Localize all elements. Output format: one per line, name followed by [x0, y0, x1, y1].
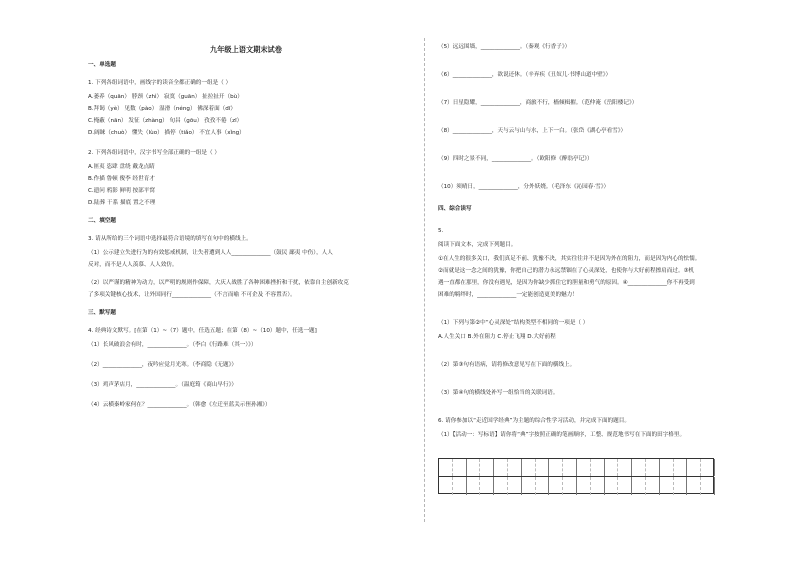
left-line-19: （1）长风破浪会有时，______________。（李白《行路难（其一）》） [88, 342, 257, 348]
right-line-3: （8）______________，天与云与山与水，上下一白。（张岱《湖心亭看雪》） [438, 128, 627, 134]
grid-cell[interactable] [577, 477, 591, 495]
grid-cell[interactable] [687, 459, 701, 476]
grid-cell[interactable] [660, 459, 674, 476]
grid-cell[interactable] [439, 477, 453, 495]
left-line-7: A.匪夷 恣肆 盘绕 戴龙点睛 [88, 164, 155, 170]
right-line-10: ②而就是这一念之间的犹豫，你把自己的潜力永远禁锢在了心灵深处，也使你与大好前程擦肩而过。③机 [438, 268, 695, 274]
left-line-16: 了多项关键核心技术，让外国同行______________（不言而喻 不可企及 不容置否）。 [88, 292, 296, 298]
writing-grid[interactable] [438, 458, 714, 494]
grid-cell[interactable] [605, 459, 619, 476]
grid-cell[interactable] [549, 459, 563, 476]
left-line-17: 三、默写题 [88, 310, 116, 316]
right-line-8: 阅读下面文本，完成下列题目。 [438, 242, 517, 248]
left-line-11: 二、填空题 [88, 218, 116, 224]
grid-cell[interactable] [439, 459, 453, 476]
grid-cell[interactable] [494, 477, 508, 495]
grid-cell[interactable] [522, 459, 536, 476]
grid-cell[interactable] [563, 477, 577, 495]
right-line-11: 遇一直都在那里，你没有遇见，是因为你缺少抓住它的胆量和勇气的原因。④______________你不再受到 [438, 280, 695, 286]
right-line-6: 四、综合读写 [438, 206, 472, 212]
grid-cell[interactable] [536, 477, 550, 495]
grid-cell[interactable] [494, 459, 508, 476]
right-line-5: （10）须晴日，______________，分外妖娆。（毛泽东《沁园春·雪》） [438, 184, 610, 190]
right-line-15: （2）第③句有语病，请将修改意见写在下面的横线上。 [438, 362, 576, 368]
grid-cell[interactable] [632, 459, 646, 476]
grid-cell[interactable] [563, 459, 577, 476]
grid-cell[interactable] [660, 477, 674, 495]
grid-cell[interactable] [618, 477, 632, 495]
right-line-18: （1）【活动一：写标语】请你将“典”字按照正确的笔画顺序，工整、规范地书写在下面的田字格里。 [438, 432, 686, 438]
left-line-10: D.陆葬 干系 描底 置之不理 [88, 200, 156, 206]
grid-cell[interactable] [701, 477, 715, 495]
grid-cell[interactable] [577, 459, 591, 476]
left-line-8: B.作描 鲁顿 俊李 经世育才 [88, 176, 155, 182]
grid-cell[interactable] [646, 477, 660, 495]
left-line-6: 2. 下列各组词语中，汉字书写全部正确的一组是（ ） [88, 150, 220, 156]
left-line-9: C.遗问 鸦影 鲜明 按部平窝 [88, 188, 155, 194]
grid-cell[interactable] [591, 477, 605, 495]
grid-cell[interactable] [508, 459, 522, 476]
left-line-14: 反对，而不是人人羡慕、人人效仿。 [88, 262, 178, 268]
right-line-2: （7）日星隐耀，______________，商旅不行，樯倾楫摧。（范仲淹《岳阳楼记》） [438, 100, 638, 106]
grid-cell[interactable] [467, 459, 481, 476]
left-line-4: C.掩蔽（nān） 发征（zhàng） 旬昌（gōu） 孜孜不倦（zī） [88, 118, 243, 124]
right-line-17: 6. 请你参加以“走近国学经典”为主题的综合性学习活动，并完成下面的题目。 [438, 418, 630, 424]
left-line-2: A.萎养（quān） 脖颈（zhì） 寂寞（guān） 扯拉扯开（bù） [88, 94, 243, 100]
right-line-9: ①在人生的很多关口，我们真足不前、犹豫不决，其实往往并不是因为外在的阻力，而是因为内心的怯懦。 [438, 256, 701, 262]
left-line-13: （1）公示建立失进行为的有效惩戒机制，让失者遭到人人______________（鼓民 鄙夷 中伤），人人 [88, 250, 333, 256]
grid-cell[interactable] [536, 459, 550, 476]
grid-cell[interactable] [453, 459, 467, 476]
left-line-22: （4）云横秦岭家何在？______________。（韩愈《左迁至蓝关示侄孙湘》） [88, 402, 271, 408]
right-line-4: （9）四时之景不同，______________。（欧阳修《醉翁亭记》） [438, 156, 593, 162]
page-title: 九年级上语文期末试卷 [210, 45, 282, 54]
grid-cell[interactable] [591, 459, 605, 476]
left-line-12: 3. 请从所给的三个词语中选择最符合语境的填写在句中的横线上。 [88, 236, 252, 242]
grid-cell[interactable] [522, 477, 536, 495]
grid-cell[interactable] [605, 477, 619, 495]
grid-cell[interactable] [508, 477, 522, 495]
grid-cell[interactable] [467, 477, 481, 495]
right-line-12: 困难的羁绊时，______________一定能创造更美的魅力！ [438, 292, 578, 298]
grid-cell[interactable] [674, 459, 688, 476]
right-line-16: （3）第④句的横线处补写一组恰当的关联词语。 [438, 390, 559, 396]
grid-row-bottom [439, 477, 713, 495]
grid-cell[interactable] [549, 477, 563, 495]
grid-cell[interactable] [632, 477, 646, 495]
right-line-7: 5. [438, 228, 444, 234]
left-line-21: （3）鸡声茅店月，______________。（温庭筠《商山早行》） [88, 382, 237, 388]
left-line-15: （2）以严谨的精神为动力，以严明的规则作保障，大庆人战胜了各种困难挫折和干扰，依靠自主创新攻克 [88, 280, 349, 286]
right-line-0: （5）远远围墙，______________。（秦观《行香子》） [438, 44, 571, 50]
grid-cell[interactable] [480, 477, 494, 495]
grid-cell[interactable] [480, 459, 494, 476]
left-line-0: 一、单选题 [88, 62, 116, 68]
grid-cell[interactable] [453, 477, 467, 495]
left-line-18: 4. 经典诗文默写。[在第（1）~（7）题中，任选五题；在第（8）~（10）题中，任选一题] [88, 328, 317, 334]
grid-cell[interactable] [618, 459, 632, 476]
left-line-5: D.阔睐（chuò） 懂失（lùo） 描停（tiǎo） 不宜人事（xǐng） [88, 130, 245, 136]
grid-cell[interactable] [687, 477, 701, 495]
right-line-1: （6）______________，欲说还休。（辛弃疾《丑奴儿·书博山道中壁》） [438, 72, 612, 78]
left-line-1: 1. 下列各组词语中，画线字的读音全都正确的一组是（ ） [88, 80, 232, 86]
grid-cell[interactable] [646, 459, 660, 476]
left-line-20: （2）______________，夜吟应觉月光寒。（李商隐《无题》） [88, 362, 237, 368]
right-line-13: （1）下列与第②中“心灵深处”结构类型不相同的一项是（ ） [438, 320, 589, 326]
grid-cell[interactable] [674, 477, 688, 495]
grid-row-top [439, 459, 713, 477]
right-line-14: A.人生关口 B.外在阻力 C.停止飞翔 D.大好前程 [438, 334, 556, 340]
grid-cell[interactable] [701, 459, 715, 476]
left-line-3: B.拜谒（yè） 见数（pào） 湿滑（néng） 佛深着面（dī） [88, 106, 236, 112]
column-divider [424, 38, 425, 522]
